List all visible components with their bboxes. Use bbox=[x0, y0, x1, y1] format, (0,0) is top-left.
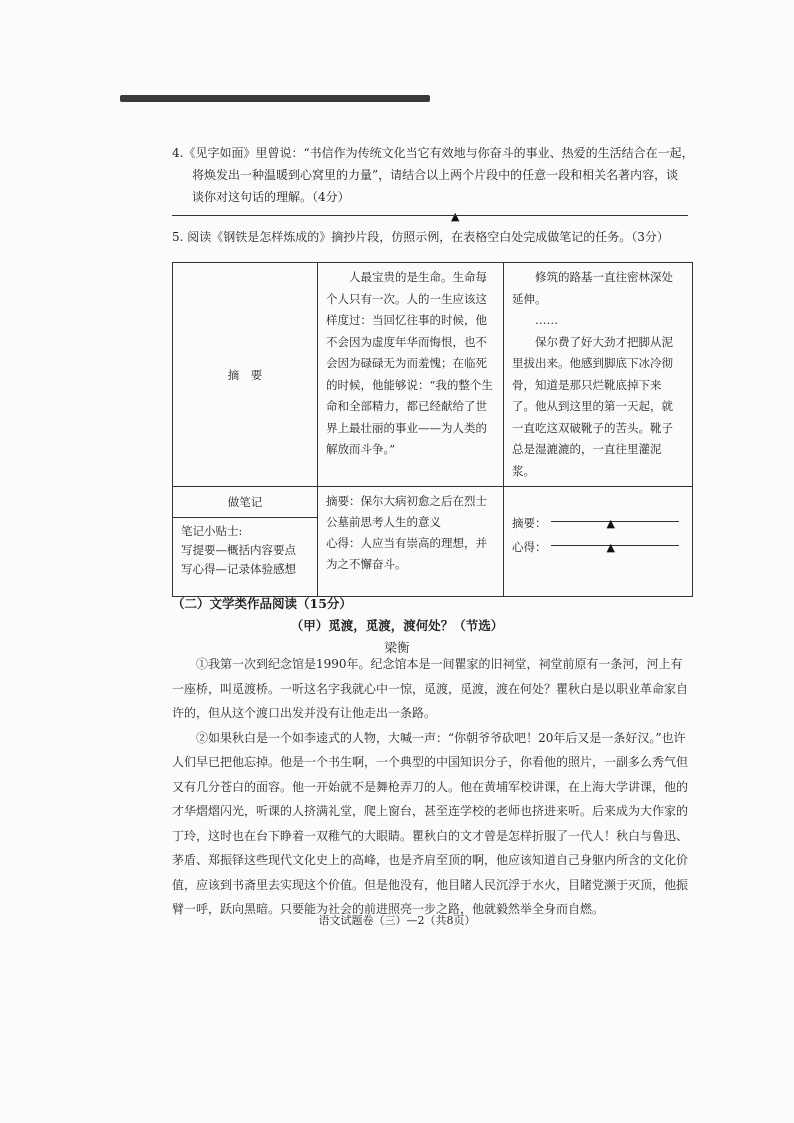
tips-1: 写提要—概括内容要点 bbox=[181, 543, 296, 557]
tips-title: 笔记小贴士: bbox=[181, 524, 243, 538]
example-note bbox=[318, 487, 504, 597]
question-4 bbox=[172, 142, 702, 208]
row-label-notes: 做笔记 笔记小贴士: 写提要—概括内容要点 写心得—记录体验感想 bbox=[173, 487, 318, 597]
blank-note bbox=[504, 487, 693, 597]
article-author: 梁衡 bbox=[384, 640, 410, 655]
blank-summary: 摘要： ▲ bbox=[512, 511, 684, 535]
tips-2: 写心得—记录体验感想 bbox=[181, 562, 296, 576]
row-label-summary: 摘 要 bbox=[173, 263, 318, 487]
summary-marker: ▲ bbox=[606, 517, 615, 530]
excerpt-2: 修筑的路基一直往密林深处延伸。 …… 保尔费了好大劲才把脚从泥里拔出来。他感到脚底下冰冷彻骨，知道是那只烂靴底掉下来了。他从到这里的第一天起，就一直吃这双破靴子的苦头。靴子总是湿漉漉的，一直往里灌泥浆。 bbox=[504, 263, 693, 487]
example-insight: 心得：人应当有崇高的理想，并为之不懈奋斗。 bbox=[326, 536, 487, 571]
insight-marker: ▲ bbox=[606, 541, 615, 554]
q4-line-1: 4.《见字如面》里曾说：“书信作为传统文化当它有效地与你奋斗的事业、热爱的生活结合在一起， bbox=[172, 146, 694, 160]
q4-answer-marker: ▲ bbox=[451, 210, 460, 223]
scan-edge-mark bbox=[120, 95, 430, 102]
q4-line-3: 谈你对这句话的理解。（4分） bbox=[192, 190, 350, 204]
blank-insight: 心得： ▲ bbox=[512, 535, 684, 559]
section-heading: （二）文学类作品阅读（15分） bbox=[172, 596, 352, 611]
example-summary: 摘要：保尔大病初愈之后在烈士公墓前思考人生的意义 bbox=[326, 494, 487, 529]
paragraph-2: ②如果秋白是一个如李逵式的人物，大喊一声：“你朝爷爷砍吧！20年后又是一条好汉。”也许人们早已把他忘掉。他是一个书生啊，一个典型的中国知识分子，你看他的照片，一副多么秀气但又有几分苍白的面容。他一开始就不是舞枪弄刀的人。他在黄埔军校讲课，在上海大学讲课，他的才华熠熠闪光，听课的人挤满礼堂，爬上窗台，甚至连学校的老师也挤进来听。后来成为大作家的丁玲，这时也在台下睁着一双稚气的大眼睛。瞿秋白的文才曾是怎样折服了一代人！秋白与鲁迅、茅盾、郑振铎这些现代文化史上的高峰，也是齐肩至顶的啊，他应该知道自己身躯内所含的文化价值，应该到书斋里去实现这个价值。但是他没有，他目睹人民沉浮于水火，目睹党濒于灭顶，他振臂一呼，跃向黑暗。只要能为社会的前进照亮一步之路，他就毅然举全身而自燃。 bbox=[172, 730, 689, 916]
page-footer: 语文试题卷（三）—2（共8页） bbox=[318, 914, 476, 927]
q4-line-2: 将焕发出一种温暖到心窝里的力量”，请结合以上两个片段中的任意一段和相关名著内容，谈 bbox=[192, 168, 679, 182]
excerpt-1: 人最宝贵的是生命。生命每个人只有一次。人的一生应该这样度过：当回忆往事的时候，他不会因为虚度年华而悔恨，也不会因为碌碌无为而羞愧；在临死的时候，他能够说：“我的整个生命和全部精力，都已经献给了世界上最壮丽的事业——为人类的解放而斗争。” bbox=[318, 263, 504, 487]
note-table bbox=[172, 262, 693, 597]
article-title: （甲）觅渡，觅渡，渡何处？（节选） bbox=[290, 618, 504, 633]
q4-number: 4. bbox=[172, 146, 184, 160]
article-body bbox=[172, 652, 692, 922]
paragraph-1: ①我第一次到纪念馆是1990年。纪念馆本是一间瞿家的旧祠堂，祠堂前原有一条河，河上有一座桥，叫觅渡桥。一听这名字我就心中一惊，觅渡，觅渡，渡在何处？瞿秋白是以职业革命家自许的，但从这个渡口出发并没有让他走出一条路。 bbox=[172, 657, 689, 720]
q5-prompt: 5. 阅读《钢铁是怎样炼成的》摘抄片段，仿照示例，在表格空白处完成做笔记的任务。（3分） bbox=[172, 230, 669, 244]
q4-answer-line bbox=[172, 215, 688, 216]
